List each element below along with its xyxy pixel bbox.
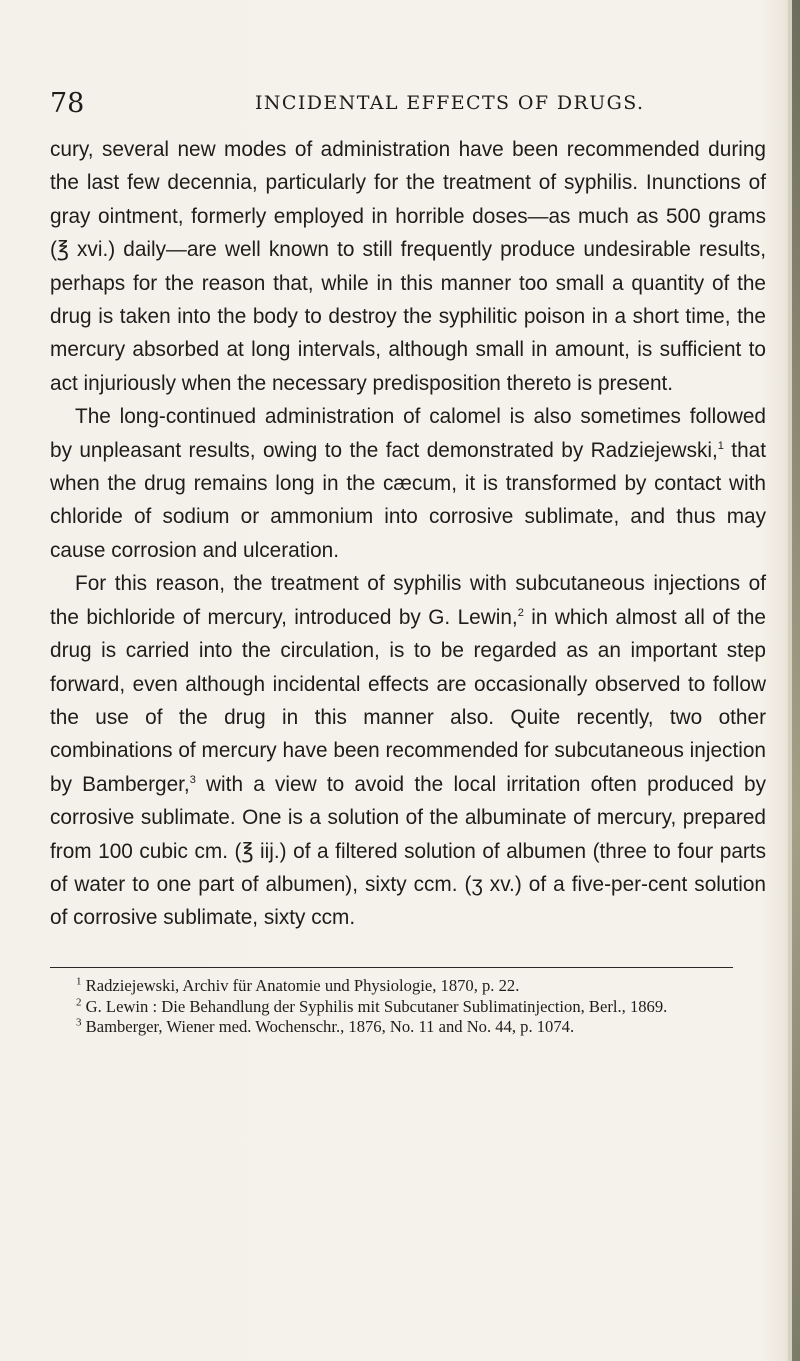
- paragraph-3-text-b: in which almost all of the drug is carried into the circulation, is to be regarded as an important step forward, even although incidental effects are occasionally observed to follow the use of the drug in this manner also. Quite recently, two other combinations of mercury have been recommended for subcutaneous injection by Bamberger,: [50, 605, 766, 796]
- footnote-1-text: Radziejewski, Archiv für Anatomie und Physiologie, 1870, p. 22.: [85, 976, 520, 995]
- paragraph-2: [50, 400, 766, 567]
- footnote-ref-3: 3: [189, 773, 196, 786]
- footnote-ref-1: 1: [717, 439, 724, 452]
- paragraph-2-text-b: that when the drug remains long in the cæcum, it is transformed by contact with chloride of sodium or ammonium into corrosive sublimate, and thus may cause corrosion and ulceration.: [50, 438, 766, 562]
- page-header: [50, 88, 758, 126]
- footnote-1-mark: 1: [76, 975, 82, 988]
- footnote-1: [50, 976, 768, 997]
- footnotes: [50, 976, 768, 1038]
- footnote-ref-2: 2: [517, 606, 524, 619]
- paragraph-3-text-a: For this reason, the treatment of syphilis with subcutaneous injections of the bichloride of mercury, introduced by G. Lewin,: [50, 572, 766, 629]
- running-head: INCIDENTAL EFFECTS OF DRUGS.: [255, 92, 645, 114]
- footnote-2-text: G. Lewin : Die Behandlung der Syphilis mit Subcutaner Sublimatinjection, Berl., 1869.: [85, 996, 668, 1016]
- paragraph-1: cury, several new modes of administration have been recommended during the last few decennia, particularly for the treatment of syphilis. Inunctions of gray ointment, formerly employed in horrible doses—as much as 500 grams (℥ xvi.) daily—are well known to still frequently produce undesirable results, perhaps for the reason that, while in this manner too small a quantity of the drug is taken into the body to destroy the syphilitic poison in a short time, the mercury absorbed at long intervals, although small in amount, is sufficient to act injuriously when the necessary predisposition thereto is present.: [50, 138, 766, 395]
- footnote-3: [50, 1017, 768, 1038]
- footnote-2-mark: 2: [76, 995, 82, 1008]
- footnote-2: [50, 997, 768, 1018]
- footnote-divider: [50, 967, 733, 968]
- footnote-3-text: Bamberger, Wiener med. Wochenschr., 1876, No. 11 and No. 44, p. 1074.: [85, 1017, 575, 1036]
- page-number: 78: [50, 88, 85, 119]
- book-spine-edge: [792, 0, 800, 1361]
- body-text: [50, 133, 766, 935]
- paragraph-3: [50, 567, 766, 934]
- paragraph-3-text-c: with a view to avoid the local irritation often produced by corrosive sublimate. One is a solution of the albuminate of mercury, prepared from 100 cubic cm. (℥ iij.) of a filtered solution of albumen (three to four parts of water to one part of albumen), sixty ccm. (ʒ xv.) of a five-per-cent solution of corrosive sublimate, sixty ccm.: [50, 772, 766, 930]
- paragraph-2-text-a: The long-continued administration of calomel is also sometimes followed by unpleasant results, owing to the fact demonstrated by Radziejewski,: [50, 405, 766, 462]
- footnote-3-mark: 3: [76, 1016, 82, 1029]
